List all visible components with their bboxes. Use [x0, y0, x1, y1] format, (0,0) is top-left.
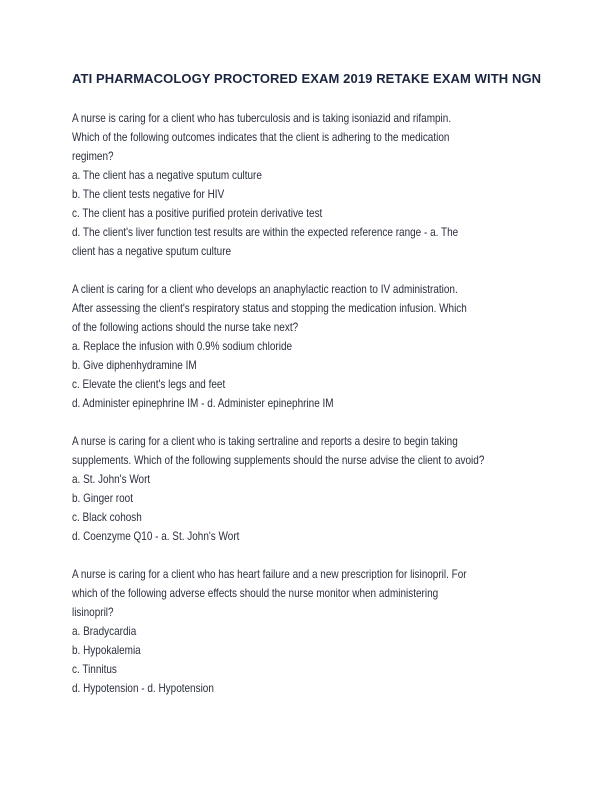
answer-option-c: c. Black cohosh: [72, 511, 142, 524]
answer-option-d: d. The client's liver function test results are within the expected reference range - a. The: [72, 226, 459, 239]
question-stem-line: of the following actions should the nurse take next?: [72, 321, 299, 334]
question-stem-line: A client is caring for a client who develops an anaphylactic reaction to IV administration.: [72, 283, 458, 296]
question-stem-line: which of the following adverse effects should the nurse monitor when administering: [72, 587, 439, 600]
answer-key-continuation: client has a negative sputum culture: [72, 245, 232, 258]
answer-option-d: d. Administer epinephrine IM - d. Administer epinephrine IM: [72, 397, 334, 410]
answer-option-c: c. Elevate the client's legs and feet: [72, 378, 226, 391]
answer-option-b: b. Ginger root: [72, 492, 133, 505]
question-stem-line: regimen?: [72, 150, 114, 163]
answer-option-b: b. The client tests negative for HIV: [72, 188, 225, 201]
question-4: [72, 565, 552, 698]
answer-option-a: a. St. John's Wort: [72, 473, 151, 486]
question-stem-line: supplements. Which of the following supplements should the nurse advise the client to avoid?: [72, 454, 485, 467]
answer-option-b: b. Give diphenhydramine IM: [72, 359, 197, 372]
answer-option-a: a. Replace the infusion with 0.9% sodium chloride: [72, 340, 293, 353]
document-title: ATI PHARMACOLOGY PROCTORED EXAM 2019 RETAKE EXAM WITH NGN: [72, 71, 542, 86]
question-stem-line: After assessing the client's respiratory status and stopping the medication infusion. Which: [72, 302, 467, 315]
question-2: [72, 280, 552, 413]
question-stem-line: Which of the following outcomes indicates that the client is adhering to the medication: [72, 131, 450, 144]
answer-option-a: a. The client has a negative sputum culture: [72, 169, 262, 182]
answer-option-d: d. Hypotension - d. Hypotension: [72, 682, 214, 695]
question-3: [72, 432, 552, 546]
document-body: [72, 69, 552, 717]
answer-option-c: c. Tinnitus: [72, 663, 117, 676]
question-1: [72, 109, 552, 261]
question-stem-line: lisinopril?: [72, 606, 114, 619]
answer-option-c: c. The client has a positive purified protein derivative test: [72, 207, 323, 220]
question-stem-line: A nurse is caring for a client who has tuberculosis and is taking isoniazid and rifampin.: [72, 112, 452, 125]
answer-option-b: b. Hypokalemia: [72, 644, 141, 657]
question-stem-line: A nurse is caring for a client who has heart failure and a new prescription for lisinopril. For: [72, 568, 467, 581]
answer-option-d: d. Coenzyme Q10 - a. St. John's Wort: [72, 530, 240, 543]
question-stem-line: A nurse is caring for a client who is taking sertraline and reports a desire to begin taking: [72, 435, 458, 448]
answer-option-a: a. Bradycardia: [72, 625, 137, 638]
